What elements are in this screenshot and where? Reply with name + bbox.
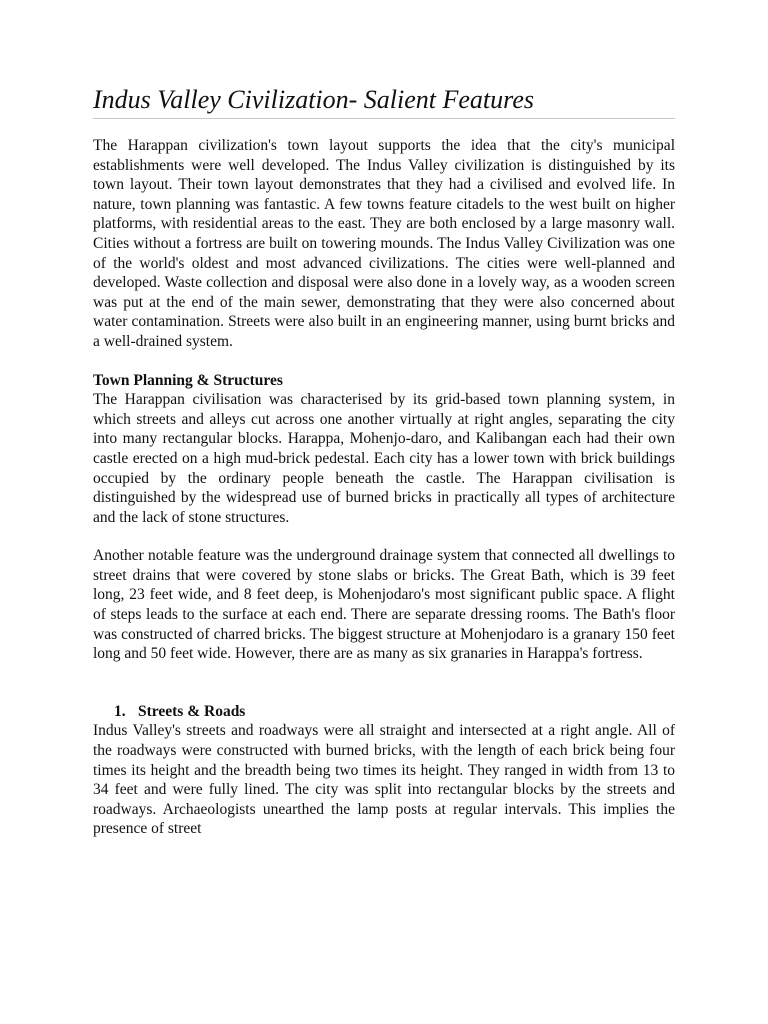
title-divider xyxy=(93,118,675,119)
intro-paragraph: The Harappan civilization's town layout supports the idea that the city's municipal establishments were well developed. The Indus Valley civilization is distinguished by its town layout. Their town layout demonstrates that they had a civilised and evolved life. In nature, town planning was fantastic. A few towns feature citadels to the west built on higher platforms, with residential areas to the east. They are both enclosed by a large masonry wall. Cities without a fortress are built on towering mounds. The Indus Valley Civilization was one of the world's oldest and most advanced civilizations. The cities were well-planned and developed. Waste collection and disposal were also done in a lovely way, as a wooden screen was put at the end of the main sewer, demonstrating that they were also concerned about water contamination. Streets were also built in an engineering manner, using burnt bricks and a well-drained system. xyxy=(93,137,675,350)
list-item-title: Streets & Roads xyxy=(138,702,246,720)
numbered-list xyxy=(93,702,675,839)
document-title: Indus Valley Civilization- Salient Features xyxy=(93,85,534,114)
section-heading-town-planning: Town Planning & Structures xyxy=(93,371,283,389)
town-planning-paragraph: The Harappan civilisation was characterised by its grid-based town planning system, in which streets and alleys cut across one another virtually at right angles, separating the city into many rectangular blocks. Harappa, Mohenjo-daro, and Kalibangan each had their own castle erected on a high mud-brick pedestal. Each city has a lower town with brick buildings occupied by the ordinary people beneath the castle. The Harappan civilisation is distinguished by the widespread use of burned bricks in practically all types of architecture and the lack of stone structures. xyxy=(93,391,675,526)
streets-roads-paragraph: Indus Valley's streets and roadways were all straight and intersected at a right angle. All of the roadways were constructed with burned bricks, with the length of each brick being four times its height and the breadth being two times its height. They ranged in width from 13 to 34 feet and were fully lined. The city was split into rectangular blocks by the streets and roadways. Archaeologists unearthed the lamp posts at regular intervals. This implies the presence of street xyxy=(93,722,675,838)
list-item-number: 1. xyxy=(114,702,126,720)
list-item-heading xyxy=(93,702,675,722)
document-page xyxy=(93,84,675,839)
drainage-paragraph: Another notable feature was the underground drainage system that connected all dwellings to street drains that were covered by stone slabs or bricks. The Great Bath, which is 39 feet long, 23 feet wide, and 8 feet deep, is Mohenjodaro's most significant public space. A flight of steps leads to the surface at each end. There are separate dressing rooms. The Bath's floor was constructed of charred bricks. The biggest structure at Mohenjodaro is a granary 150 feet long and 50 feet wide. However, there are as many as six granaries in Harappa's fortress. xyxy=(93,547,675,663)
